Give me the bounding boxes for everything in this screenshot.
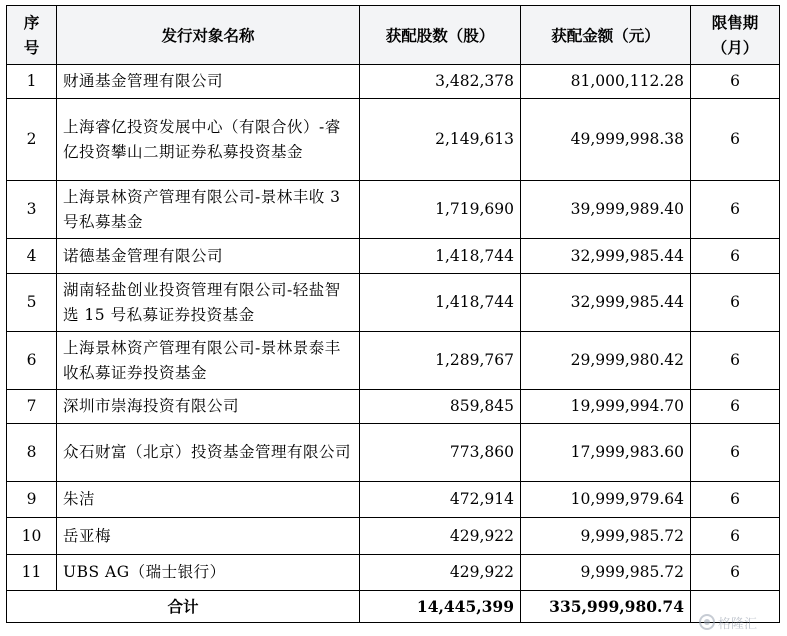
row-shares: 2,149,613 <box>360 99 521 181</box>
row-name: UBS AG（瑞士银行） <box>57 555 360 591</box>
row-shares: 472,914 <box>360 482 521 518</box>
table-row <box>7 390 780 424</box>
total-amount: 335,999,980.74 <box>521 591 691 623</box>
row-no: 8 <box>7 424 57 482</box>
table-row <box>7 555 780 591</box>
table-row <box>7 239 780 274</box>
header-row <box>7 6 780 65</box>
row-amount: 9,999,985.72 <box>521 518 691 555</box>
row-no: 5 <box>7 274 57 332</box>
watermark-text: 格隆汇 <box>718 616 758 632</box>
watermark <box>699 612 779 632</box>
row-lockup: 6 <box>691 65 780 99</box>
header-lockup: 限售期 （月） <box>691 6 780 65</box>
row-name: 上海景林资产管理有限公司-景林景泰丰收私募证券投资基金 <box>57 332 360 390</box>
row-lockup: 6 <box>691 239 780 274</box>
table-row <box>7 424 780 482</box>
row-lockup: 6 <box>691 555 780 591</box>
row-lockup: 6 <box>691 390 780 424</box>
header-shares: 获配股数（股） <box>360 6 521 65</box>
row-lockup: 6 <box>691 274 780 332</box>
total-shares: 14,445,399 <box>360 591 521 623</box>
total-label: 合计 <box>7 591 360 623</box>
row-name: 诺德基金管理有限公司 <box>57 239 360 274</box>
row-lockup: 6 <box>691 518 780 555</box>
row-shares: 1,719,690 <box>360 181 521 239</box>
header-seq: 序 号 <box>7 6 57 65</box>
row-shares: 429,922 <box>360 518 521 555</box>
row-lockup: 6 <box>691 181 780 239</box>
row-amount: 17,999,983.60 <box>521 424 691 482</box>
row-no: 2 <box>7 99 57 181</box>
row-lockup: 6 <box>691 99 780 181</box>
row-amount: 32,999,985.44 <box>521 239 691 274</box>
table-row <box>7 518 780 555</box>
allocation-table <box>6 5 780 623</box>
table-row <box>7 99 780 181</box>
row-shares: 773,860 <box>360 424 521 482</box>
row-name: 朱洁 <box>57 482 360 518</box>
table-row <box>7 181 780 239</box>
gelonghui-logo-icon <box>699 614 715 630</box>
row-amount: 29,999,980.42 <box>521 332 691 390</box>
row-amount: 49,999,998.38 <box>521 99 691 181</box>
row-amount: 19,999,994.70 <box>521 390 691 424</box>
row-no: 6 <box>7 332 57 390</box>
row-shares: 859,845 <box>360 390 521 424</box>
table-row <box>7 274 780 332</box>
row-name: 深圳市崇海投资有限公司 <box>57 390 360 424</box>
row-no: 4 <box>7 239 57 274</box>
table-row <box>7 332 780 390</box>
row-amount: 32,999,985.44 <box>521 274 691 332</box>
row-name: 上海睿亿投资发展中心（有限合伙）-睿亿投资攀山二期证券私募投资基金 <box>57 99 360 181</box>
total-row <box>7 591 780 623</box>
row-no: 7 <box>7 390 57 424</box>
row-shares: 3,482,378 <box>360 65 521 99</box>
row-amount: 81,000,112.28 <box>521 65 691 99</box>
row-no: 9 <box>7 482 57 518</box>
row-no: 11 <box>7 555 57 591</box>
header-name: 发行对象名称 <box>57 6 360 65</box>
row-name: 上海景林资产管理有限公司-景林丰收 3 号私募基金 <box>57 181 360 239</box>
row-lockup: 6 <box>691 332 780 390</box>
table-row <box>7 65 780 99</box>
row-amount: 10,999,979.64 <box>521 482 691 518</box>
row-amount: 39,999,989.40 <box>521 181 691 239</box>
row-shares: 1,418,744 <box>360 274 521 332</box>
row-shares: 429,922 <box>360 555 521 591</box>
row-shares: 1,418,744 <box>360 239 521 274</box>
row-no: 1 <box>7 65 57 99</box>
row-shares: 1,289,767 <box>360 332 521 390</box>
row-name: 财通基金管理有限公司 <box>57 65 360 99</box>
row-lockup: 6 <box>691 424 780 482</box>
row-amount: 9,999,985.72 <box>521 555 691 591</box>
table-row <box>7 482 780 518</box>
row-name: 湖南轻盐创业投资管理有限公司-轻盐智选 15 号私募证券投资基金 <box>57 274 360 332</box>
row-lockup: 6 <box>691 482 780 518</box>
row-no: 10 <box>7 518 57 555</box>
row-no: 3 <box>7 181 57 239</box>
header-amount: 获配金额（元） <box>521 6 691 65</box>
row-name: 岳亚梅 <box>57 518 360 555</box>
row-name: 众石财富（北京）投资基金管理有限公司 <box>57 424 360 482</box>
